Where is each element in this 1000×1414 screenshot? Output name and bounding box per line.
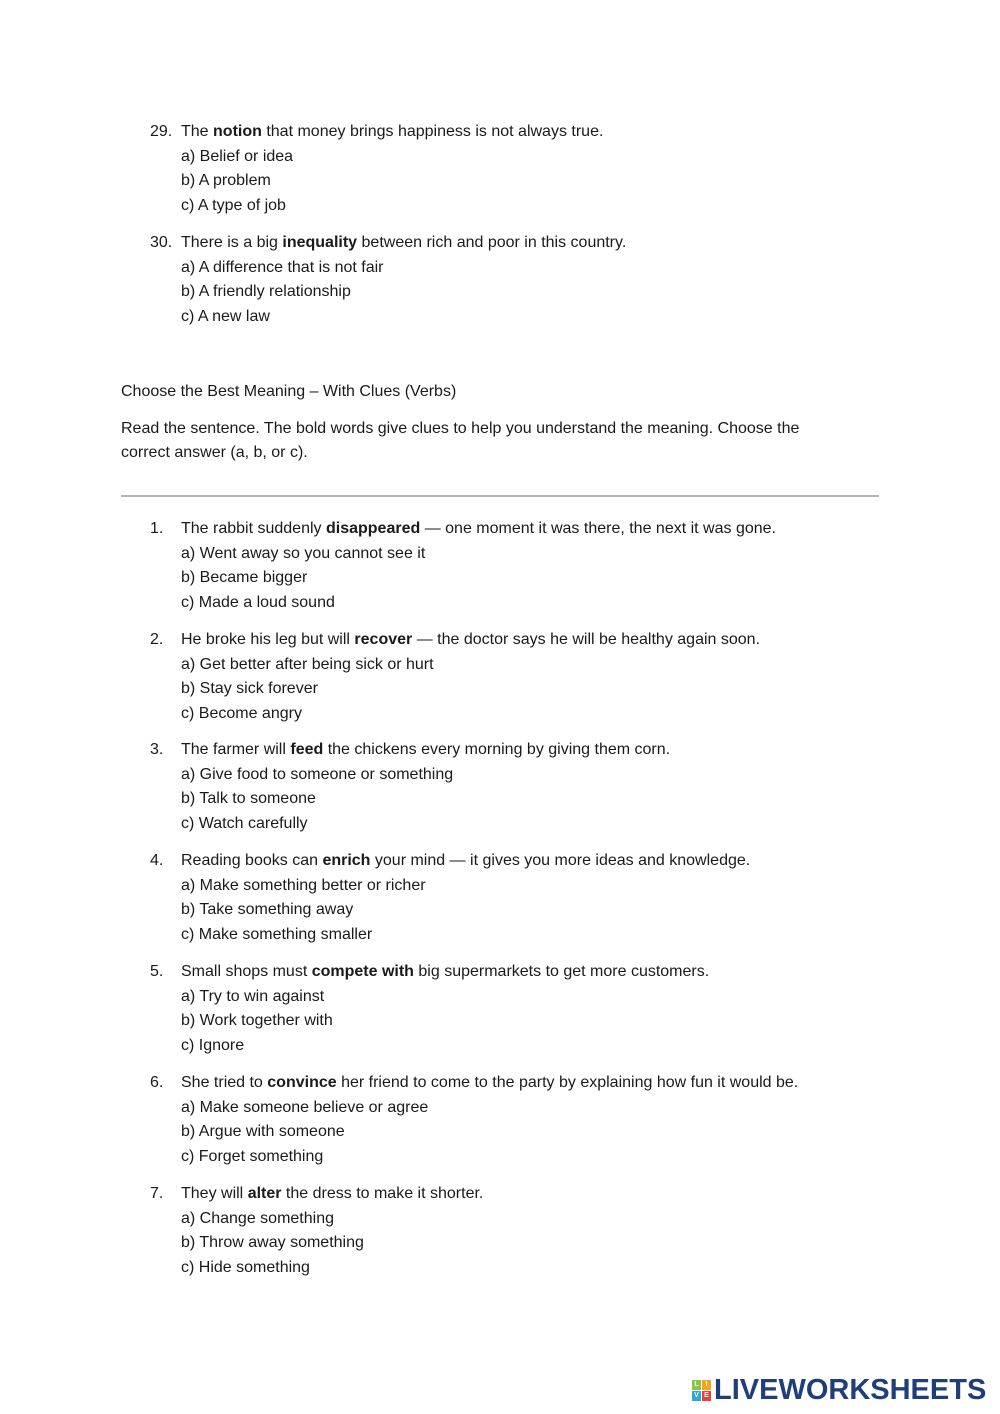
stem-text: — one moment it was there, the next it was gone. xyxy=(420,520,776,537)
question-number: 7. xyxy=(150,1185,164,1202)
answer-option[interactable]: b) Argue with someone xyxy=(181,1123,345,1140)
section-heading: Choose the Best Meaning – With Clues (Verbs) xyxy=(121,383,457,400)
key-word: convince xyxy=(267,1074,337,1091)
stem-text: The xyxy=(181,123,214,140)
question-number: 3. xyxy=(150,741,164,758)
stem-text: your mind — it gives you more ideas and knowledge. xyxy=(370,852,751,869)
answer-option[interactable]: c) Ignore xyxy=(181,1036,245,1054)
question-stem xyxy=(150,849,910,874)
answer-option[interactable]: b) Take something away xyxy=(181,901,354,918)
question-number: 5. xyxy=(150,963,164,980)
stem-text: They will xyxy=(181,1185,248,1202)
key-word: notion xyxy=(213,123,262,140)
stem-text: Small shops must xyxy=(181,963,312,980)
answer-option[interactable]: b) Became bigger xyxy=(181,569,308,586)
logo-tile: I xyxy=(702,1380,711,1390)
answer-option[interactable]: c) Made a loud sound xyxy=(181,593,335,611)
logo-tile: V xyxy=(692,1391,701,1401)
stem-text: There is a big xyxy=(181,234,283,251)
liveworksheets-logo xyxy=(692,1374,986,1407)
answer-option[interactable]: c) Hide something xyxy=(181,1258,310,1276)
question-item xyxy=(150,738,910,836)
instructions-line-2: correct answer (a, b, or c). xyxy=(121,444,308,461)
instructions-line-1: Read the sentence. The bold words give clues to help you understand the meaning. Choose the xyxy=(121,420,800,437)
question-number: 29. xyxy=(150,123,173,140)
question-item xyxy=(150,628,910,726)
key-word: recover xyxy=(354,631,413,648)
answer-option[interactable]: a) Make someone believe or agree xyxy=(181,1098,429,1116)
key-word: enrich xyxy=(322,852,371,869)
logo-text: LIVEWORKSHEETS xyxy=(714,1374,987,1406)
answer-option[interactable]: b) Work together with xyxy=(181,1012,333,1029)
answer-option[interactable]: c) A new law xyxy=(181,307,270,325)
question-number: 4. xyxy=(150,852,164,869)
divider xyxy=(121,495,879,497)
question-item xyxy=(150,1182,910,1280)
answer-option[interactable]: c) Watch carefully xyxy=(181,814,308,832)
answer-option[interactable]: c) A type of job xyxy=(181,196,286,214)
stem-text: — the doctor says he will be healthy again soon. xyxy=(412,631,761,648)
answer-option[interactable]: b) Talk to someone xyxy=(181,790,316,807)
answer-option[interactable]: a) A difference that is not fair xyxy=(181,258,384,276)
question-number: 2. xyxy=(150,631,164,648)
answer-option[interactable]: c) Forget something xyxy=(181,1147,324,1165)
question-stem xyxy=(150,120,910,145)
question-item xyxy=(150,120,910,218)
question-stem xyxy=(150,231,910,256)
stem-text: that money brings happiness is not always true. xyxy=(261,123,604,140)
stem-text: between rich and poor in this country. xyxy=(357,234,627,251)
key-word: inequality xyxy=(282,234,358,251)
answer-option[interactable]: a) Went away so you cannot see it xyxy=(181,544,426,562)
question-item xyxy=(150,849,910,947)
stem-text: The rabbit suddenly xyxy=(181,520,326,537)
stem-text: big supermarkets to get more customers. xyxy=(413,963,710,980)
question-stem xyxy=(150,960,910,985)
question-stem xyxy=(150,517,910,542)
question-number: 30. xyxy=(150,234,173,251)
stem-text: He broke his leg but will xyxy=(181,631,355,648)
answer-option[interactable]: a) Make something better or richer xyxy=(181,876,426,894)
answer-option[interactable]: b) Stay sick forever xyxy=(181,680,318,697)
answer-option[interactable]: b) Throw away something xyxy=(181,1234,364,1251)
answer-option[interactable]: b) A friendly relationship xyxy=(181,283,351,300)
logo-tile: E xyxy=(702,1391,711,1401)
answer-option[interactable]: c) Become angry xyxy=(181,704,302,722)
stem-text: the chickens every morning by giving them corn. xyxy=(323,741,671,758)
stem-text: She tried to xyxy=(181,1074,268,1091)
stem-text: Reading books can xyxy=(181,852,323,869)
question-item xyxy=(150,231,910,329)
question-number: 1. xyxy=(150,520,164,537)
answer-option[interactable]: c) Make something smaller xyxy=(181,925,373,943)
key-word: disappeared xyxy=(325,520,421,537)
answer-option[interactable]: a) Change something xyxy=(181,1209,334,1227)
key-word: alter xyxy=(247,1185,282,1202)
key-word: feed xyxy=(290,741,324,758)
stem-text: the dress to make it shorter. xyxy=(281,1185,484,1202)
logo-tiles-icon xyxy=(692,1380,711,1401)
stem-text: The farmer will xyxy=(181,741,291,758)
question-item xyxy=(150,960,910,1058)
question-stem xyxy=(150,1071,910,1096)
answer-option[interactable]: a) Give food to someone or something xyxy=(181,765,454,783)
question-item xyxy=(150,1071,910,1169)
question-stem xyxy=(150,738,910,763)
answer-option[interactable]: a) Get better after being sick or hurt xyxy=(181,655,434,673)
stem-text: her friend to come to the party by explaining how fun it would be. xyxy=(336,1074,799,1091)
logo-tile: L xyxy=(692,1380,701,1390)
question-number: 6. xyxy=(150,1074,164,1091)
question-item xyxy=(150,517,910,615)
question-stem xyxy=(150,1182,910,1207)
key-word: compete with xyxy=(311,963,414,980)
answer-option[interactable]: b) A problem xyxy=(181,172,271,189)
question-stem xyxy=(150,628,910,653)
answer-option[interactable]: a) Try to win against xyxy=(181,987,325,1005)
answer-option[interactable]: a) Belief or idea xyxy=(181,147,294,165)
